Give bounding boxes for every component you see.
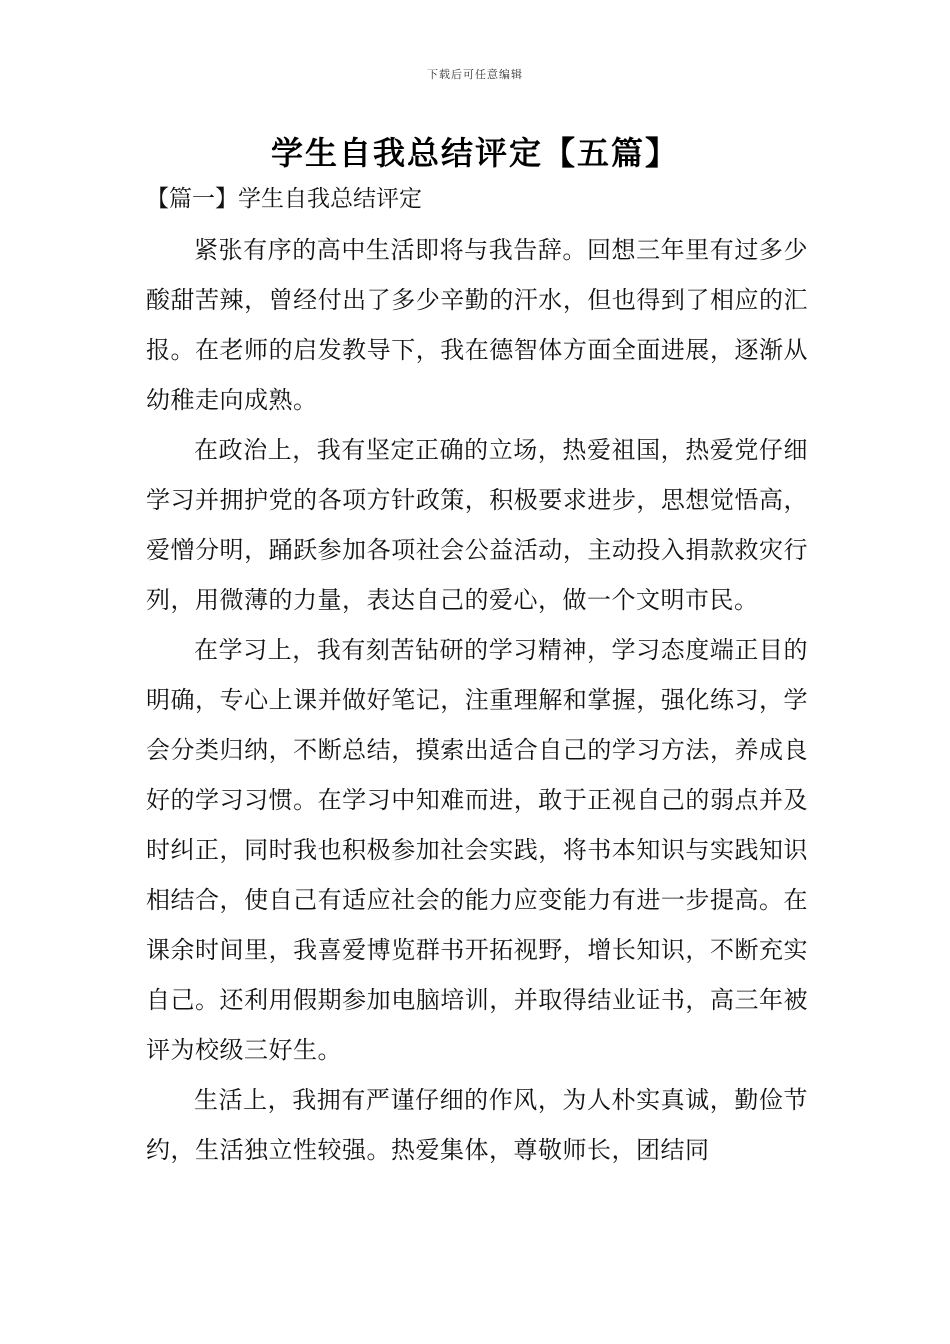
paragraph-intro: 紧张有序的高中生活即将与我告辞。回想三年里有过多少酸甜苦辣，曾经付出了多少辛勤的汗水，但也得到了相应的汇报。在老师的启发教导下，我在德智体方面全面进展，逐渐从幼稚走向成熟。: [146, 236, 808, 414]
body-text: [146, 225, 808, 1175]
paragraph-politics: 在政治上，我有坚定正确的立场，热爱祖国，热爱党仔细学习并拥护党的各项方针政策，积极要求进步，思想觉悟高，爱憎分明，踊跃参加各项社会公益活动，主动投入捐款救灾行列，用微薄的力量，表达自己的爱心，做一个文明市民。: [146, 436, 808, 614]
paragraph-study: 在学习上，我有刻苦钻研的学习精神，学习态度端正目的明确，专心上课并做好笔记，注重理解和掌握，强化练习，学会分类归纳，不断总结，摸索出适合自己的学习方法，养成良好的学习习惯。在学习中知难而进，敢于正视自己的弱点并及时纠正，同时我也积极参加社会实践，将书本知识与实践知识相结合，使自己有适应社会的能力应变能力有进一步提高。在课余时间里，我喜爱博览群书开拓视野，增长知识，不断充实自己。还利用假期参加电脑培训，并取得结业证书，高三年被评为校级三好生。: [146, 636, 808, 1064]
header-note: 下载后可任意编辑: [427, 68, 523, 81]
section-heading: 【篇一】学生自我总结评定: [146, 186, 422, 212]
document-title: 学生自我总结评定【五篇】: [270, 134, 679, 172]
paragraph-life: 生活上，我拥有严谨仔细的作风，为人朴实真诚，勤俭节约，生活独立性较强。热爱集体，尊敬师长，团结同: [146, 1086, 808, 1164]
